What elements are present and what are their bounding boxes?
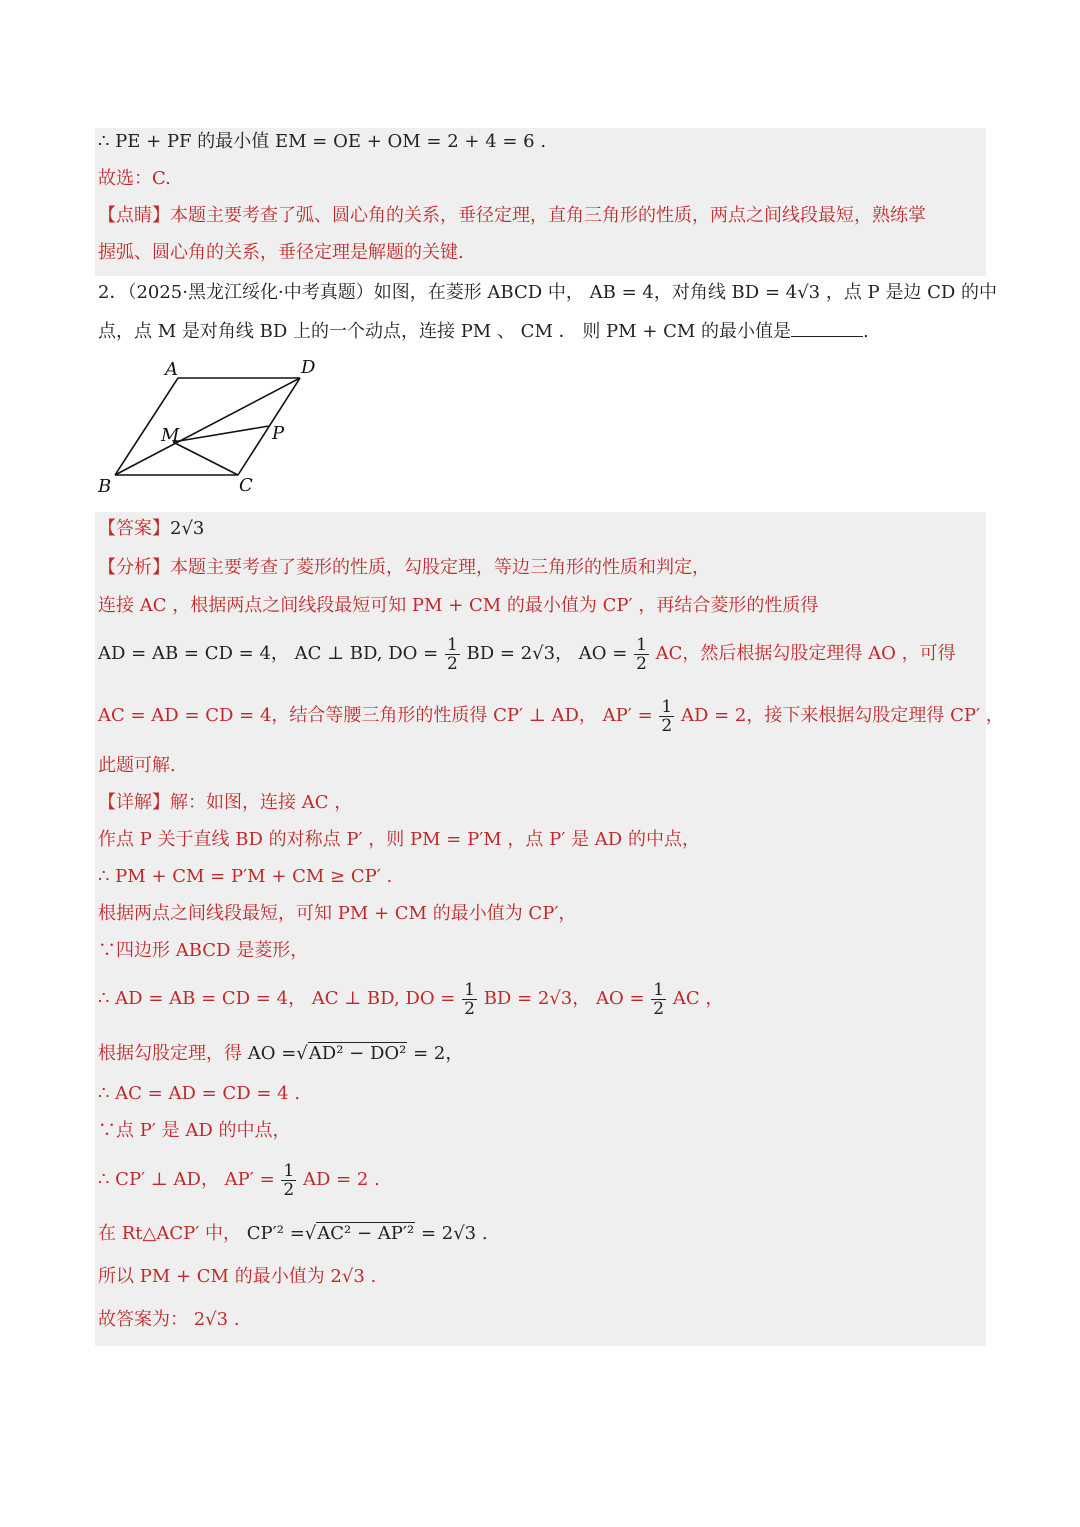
detail-eq-6b: BD = 2√3， AO = (483, 988, 645, 1009)
frac-num: 1 (653, 979, 665, 1000)
question-line-2-end: . (863, 321, 869, 342)
detail-line-11 (98, 1222, 488, 1246)
detail-line-10 (98, 1158, 380, 1202)
frac-den: 2 (283, 1179, 295, 1200)
analysis-text-1: 本题主要考查了菱形的性质，勾股定理，等边三角形的性质和判定， (170, 557, 710, 578)
frac-num: 1 (464, 979, 475, 1000)
detail-line-7 (98, 1042, 463, 1066)
question-line-2-text: 点，点 M 是对角线 BD 上的一个动点，连接 PM 、 CM ． 则 PM + CM 的最小值是 (98, 321, 792, 342)
question-line-2 (98, 320, 869, 344)
detail-eq-7a: 根据勾股定理，得 (98, 1043, 242, 1064)
detail-line-2: 作点 P 关于直线 BD 的对称点 P′ ，则 PM = P′M ，点 P′ 是 AD 的中点， (98, 829, 700, 850)
frac-num: 1 (283, 1160, 295, 1181)
answer-value: 2√3 (170, 518, 205, 539)
analysis-line-1 (98, 556, 710, 580)
detail-line-4: 根据两点之间线段最短，可知 PM + CM 的最小值为 CP′， (98, 903, 577, 924)
frac-den: 2 (464, 998, 475, 1019)
fraction-half (659, 698, 674, 735)
analysis-eq-3b: BD = 2√3， AO = (466, 643, 628, 664)
detail-line-3: ∴ PM + CM = P′M + CM ≥ CP′ . (98, 866, 393, 887)
detail-eq-10b: AD = 2 . (302, 1169, 380, 1190)
answer-tag: 【答案】 (98, 518, 170, 539)
frac-num: 1 (446, 634, 458, 655)
detail-eq-7c: AD² − DO² (308, 1043, 407, 1064)
rhombus-figure (95, 355, 335, 500)
analysis-eq-3a: AD = AB = CD = 4， AC ⊥ BD, DO = (98, 643, 439, 664)
detail-tag: 【详解】 (98, 792, 170, 813)
sqrt-sign: √ (296, 1043, 308, 1064)
detail-eq-6a: ∴ AD = AB = CD = 4， AC ⊥ BD, DO = (98, 988, 456, 1009)
detail-line-13: 故答案为： 2√3 . (98, 1309, 240, 1330)
frac-den: 2 (636, 653, 647, 674)
note-tag: 【点睛】 (98, 205, 170, 226)
detail-eq-11c: AC² − AP′² (317, 1223, 415, 1244)
label-a: A (165, 359, 178, 380)
segment-mp (173, 426, 269, 442)
detail-line-12: 所以 PM + CM 的最小值为 2√3 . (98, 1266, 377, 1287)
detail-eq-6c: AC ， (672, 988, 724, 1009)
fraction-half (634, 636, 649, 673)
frac-num: 1 (661, 696, 673, 717)
detail-line-1 (98, 791, 352, 815)
frac-den: 2 (661, 715, 673, 736)
fraction-half (651, 981, 666, 1018)
prev-note-line-2: 握弧、圆心角的关系，垂径定理是解题的关键. (98, 242, 464, 263)
detail-eq-11b: CP′² = (246, 1223, 305, 1244)
label-b: B (98, 476, 112, 497)
detail-eq-11a: 在 Rt△ACP′ 中， (98, 1223, 242, 1244)
fraction-half (462, 981, 477, 1018)
label-p: P (272, 423, 285, 444)
note-text-1: 本题主要考查了弧、圆心角的关系，垂径定理，直角三角形的性质，两点之间线段最短，熟练掌 (170, 205, 926, 226)
label-d: D (301, 357, 316, 378)
detail-eq-10a: ∴ CP′ ⊥ AD， AP′ = (98, 1169, 275, 1190)
detail-line-8: ∴ AC = AD = CD = 4 . (98, 1083, 301, 1104)
segment-mc (173, 442, 238, 475)
label-m: M (161, 425, 180, 446)
frac-num: 1 (636, 634, 647, 655)
detail-line-6 (98, 977, 723, 1021)
question-line-1: 2．（2025·黑龙江绥化·中考真题）如图，在菱形 ABCD 中， AB = 4，对角线 BD = 4√3 ，点 P 是边 CD 的中 (98, 282, 998, 303)
label-c: C (239, 475, 253, 496)
analysis-eq-4a: AC = AD = CD = 4，结合等腰三角形的性质得 CP′ ⊥ AD， AP′ = (98, 705, 653, 726)
detail-eq-7d: = 2， (413, 1043, 464, 1064)
prev-line-2: 故选：C. (98, 168, 171, 189)
analysis-tag: 【分析】 (98, 557, 170, 578)
sqrt-sign: √ (304, 1223, 317, 1244)
answer-blank (791, 320, 863, 337)
analysis-eq-4b: AD = 2，接下来根据勾股定理得 CP′ ， (680, 705, 1004, 726)
detail-eq-11d: = 2√3 . (420, 1223, 488, 1244)
detail-eq-7b: AO = (247, 1043, 297, 1064)
analysis-line-3 (98, 632, 956, 676)
analysis-eq-3c: AC，然后根据勾股定理得 AO ，可得 (655, 643, 956, 664)
analysis-line-2: 连接 AC ，根据两点之间线段最短可知 PM + CM 的最小值为 CP′ ，再结合菱形的性质得 (98, 595, 819, 616)
analysis-line-4 (98, 694, 1004, 738)
frac-den: 2 (653, 998, 665, 1019)
prev-line-1: ∴ PE + PF 的最小值 EM = OE + OM = 2 + 4 = 6 . (98, 131, 547, 152)
detail-line-5: ∵四边形 ABCD 是菱形， (98, 940, 309, 961)
frac-den: 2 (446, 653, 458, 674)
prev-note-line-1 (98, 204, 926, 228)
detail-line-9: ∵点 P′ 是 AD 的中点， (98, 1120, 291, 1141)
fraction-half (281, 1162, 296, 1199)
answer-line (98, 517, 204, 541)
analysis-line-5: 此题可解. (98, 755, 176, 776)
detail-text-1: 解：如图，连接 AC ， (170, 792, 353, 813)
fraction-half (445, 636, 460, 673)
